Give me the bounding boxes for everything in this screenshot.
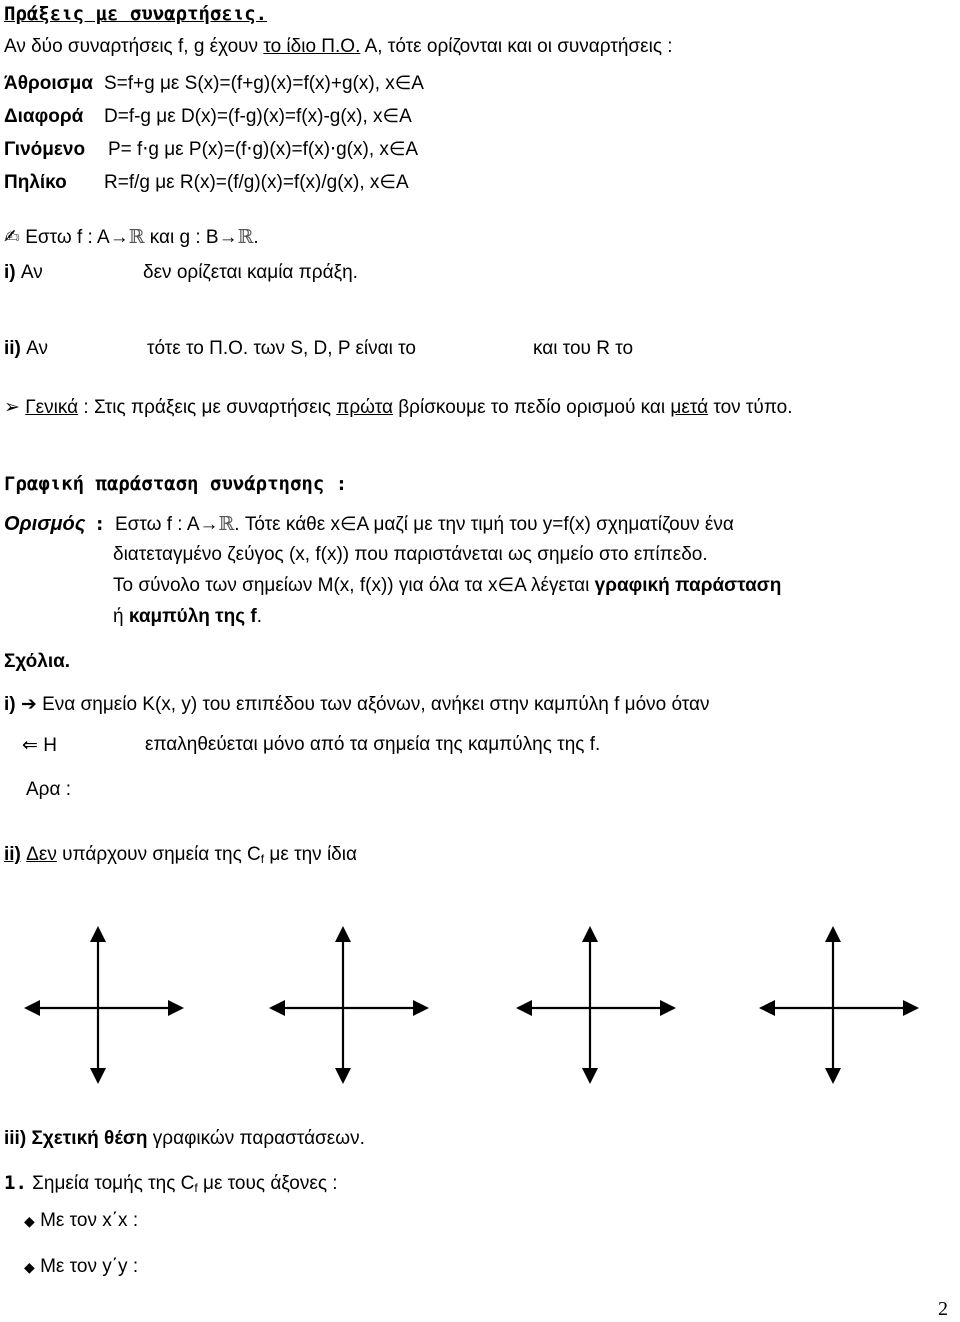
def-l4c: .	[256, 606, 263, 627]
pen-icon: ✍	[4, 226, 20, 248]
remark-h	[22, 734, 57, 757]
op-sum-expr: S=f+g με S(x)=(f+g)(x)=f(x)+g(x), x∈A	[104, 73, 424, 94]
definition-line-2: διατεταγμένο ζεύγος (x, f(x)) που παριστάνεται ως σημείο στο επίπεδο.	[113, 544, 708, 565]
op-diff-name: Διαφορά	[4, 106, 84, 127]
general-u2: πρώτα	[336, 397, 393, 418]
case-ii-a: Αν	[26, 338, 49, 359]
general-u1: Γενικά	[25, 397, 79, 418]
axes-item-y	[24, 1256, 138, 1279]
remark-ii	[4, 844, 357, 870]
case-i	[4, 262, 43, 284]
case-i-text: δεν ορίζεται καμία πράξη.	[143, 262, 358, 283]
definition-line-1	[115, 513, 734, 536]
note-b: και g : B→	[144, 227, 238, 248]
axes-item-y-text: Με τον y΄y :	[40, 1256, 139, 1277]
remark-ii-b: υπάρχουν σημεία της C	[56, 844, 261, 865]
relative-position	[4, 1128, 365, 1150]
op-quot-expr: R=f/g με R(x)=(f/g)(x)=f(x)/g(x), x∈A	[104, 172, 409, 193]
op-sum-name: Άθροισμα	[4, 73, 93, 94]
def-l4a: ή	[113, 606, 129, 627]
diamond-bullet-icon: ◆	[24, 1214, 35, 1230]
real-numbers-symbol: ℝ	[237, 226, 254, 248]
general-line	[4, 396, 793, 419]
remark-i-label: i)	[4, 694, 16, 715]
relative-bold: Σχετική θέση	[31, 1128, 148, 1149]
general-t3: τον τύπο.	[708, 397, 793, 418]
def-l4b: καμπύλη της f	[128, 606, 257, 627]
definition-label: Ορισμός	[4, 513, 86, 535]
remark-ii-sub: f	[260, 852, 265, 866]
op-quot-name: Πηλίκο	[4, 172, 67, 193]
intersections-num: 1.	[4, 1172, 27, 1194]
definition-colon: :	[94, 513, 106, 535]
axes-sketch-4	[745, 920, 935, 1100]
case-ii-text2: και του R το	[533, 338, 634, 359]
axes-item-x-text: Με τον x΄x :	[40, 1210, 139, 1231]
op-prod-expr: P= f⋅g με P(x)=(f⋅g)(x)=f(x)⋅g(x), x∈A	[108, 139, 419, 160]
remark-h-a: Η	[37, 735, 57, 756]
note-a: Εστω f : A→	[25, 227, 129, 248]
axes-sketch-1	[10, 920, 200, 1100]
remark-ara: Αρα :	[26, 779, 72, 800]
op-prod-name: Γινόμενο	[4, 139, 86, 160]
right-arrow-icon: ➔	[20, 693, 37, 715]
note-c: .	[253, 227, 259, 248]
def-l3a: Το σύνολο των σημείων Μ(x, f(x)) για όλα τα x∈A λέγεται	[113, 575, 595, 596]
relative-rest: γραφικών παραστάσεων.	[147, 1128, 365, 1149]
def-l3b: γραφική παράσταση	[594, 575, 782, 596]
case-i-a: Αν	[20, 262, 43, 283]
intro-post: Α, τότε ορίζονται και οι συναρτήσεις :	[360, 36, 673, 57]
left-arrow-icon: ⇐	[22, 734, 38, 756]
remark-ii-c: με την ίδια	[264, 844, 357, 865]
intro-pre: Αν δύο συναρτήσεις f, g έχουν	[4, 36, 264, 57]
definition-line-4	[113, 606, 262, 628]
remark-i-text: Ενα σημείο Κ(x, y) του επιπέδου των αξόνων, ανήκει στην καμπύλη f μόνο όταν	[36, 694, 710, 715]
remark-ii-label: ii)	[4, 844, 21, 865]
intersections-a: Σημεία τομής της C	[26, 1173, 195, 1194]
remarks-heading: Σχόλια.	[4, 651, 71, 672]
page-number: 2	[938, 1298, 948, 1320]
remark-i	[4, 693, 710, 716]
intro-underlined: το ίδιο Π.Ο.	[263, 36, 361, 57]
general-u3: μετά	[670, 397, 709, 418]
def-l1b: . Τότε κάθε x∈A μαζί με την τιμή του y=f(x) σχηματίζουν ένα	[234, 514, 734, 535]
graph-heading: Γραφική παράσταση συνάρτησης :	[4, 473, 348, 495]
definition-line-3	[113, 575, 781, 597]
general-t1: : Στις πράξεις με συναρτήσεις	[78, 397, 337, 418]
case-ii	[4, 338, 48, 360]
relative-label: iii)	[4, 1128, 27, 1149]
intersections-sub: f	[194, 1181, 198, 1195]
real-numbers-symbol: ℝ	[218, 513, 235, 535]
axes-sketch-2	[255, 920, 445, 1100]
case-i-label: i)	[4, 262, 16, 283]
bullet-arrow-icon: ➢	[4, 396, 20, 418]
real-numbers-symbol: ℝ	[128, 226, 145, 248]
axes-sketch-3	[502, 920, 692, 1100]
general-t2: βρίσκουμε το πεδίο ορισμού και	[392, 397, 671, 418]
case-ii-text: τότε το Π.Ο. των S, D, P είναι το	[147, 338, 416, 359]
case-ii-label: ii)	[4, 338, 21, 359]
intro-line	[4, 36, 673, 58]
diamond-bullet-icon: ◆	[24, 1260, 35, 1276]
def-l1a: Εστω f : A→	[115, 514, 219, 535]
intersections-line	[4, 1172, 338, 1199]
note-line	[4, 226, 259, 249]
op-diff-expr: D=f-g με D(x)=(f-g)(x)=f(x)-g(x), x∈A	[104, 106, 412, 127]
remark-ii-a: Δεν	[26, 844, 57, 865]
remark-h-text: επαληθεύεται μόνο από τα σημεία της καμπύλης της f.	[145, 734, 601, 755]
axes-item-x	[24, 1210, 138, 1233]
intersections-b: με τους άξονες :	[197, 1173, 338, 1194]
page-title: Πράξεις με συναρτήσεις.	[4, 3, 268, 25]
